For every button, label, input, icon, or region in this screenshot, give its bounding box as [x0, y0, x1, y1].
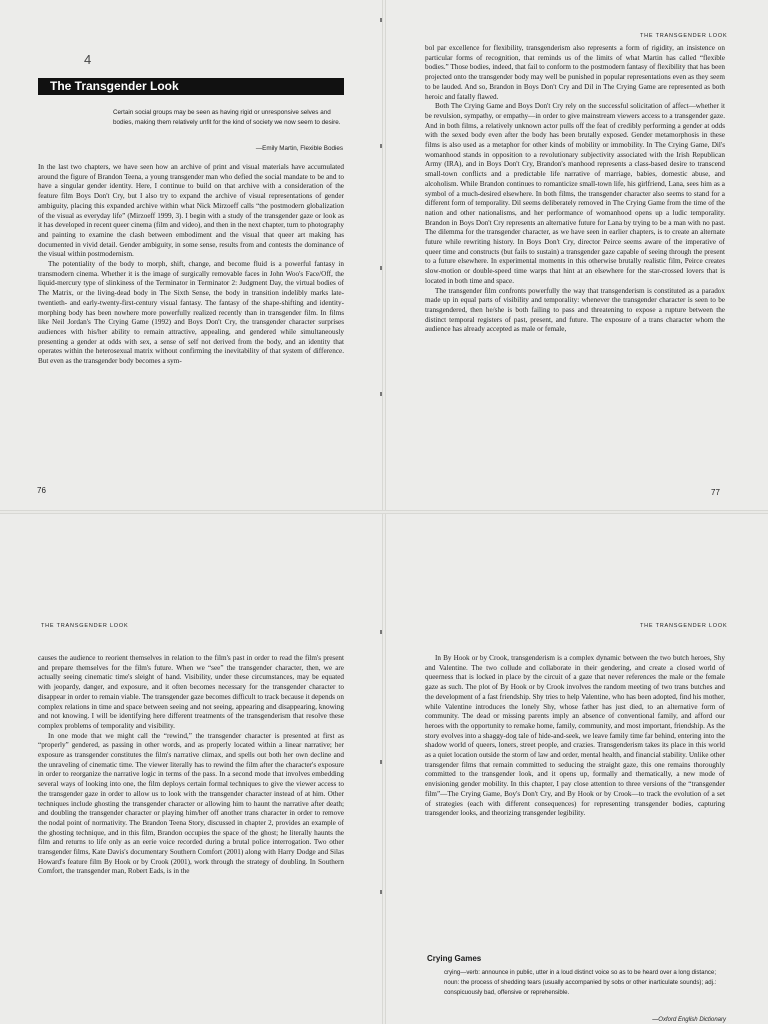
- running-head: THE TRANSGENDER LOOK: [640, 623, 728, 629]
- running-head: THE TRANSGENDER LOOK: [41, 623, 129, 629]
- page-number: 76: [37, 486, 46, 495]
- paragraph: The potentiality of the body to morph, shift, change, and become fluid is a powerful fantasy in transmodern cinema. Whether it is the image of surgically removable faces in John Woo's Face/Off, the liquid-mercury type of slinkiness of the Terminator in Terminator 2: Judgment Day, the virtual bodies of The Matrix, or the living-dead body in The Sixth Sense, the body in transition indelibly marks late-twentieth- and early-twenty-first-century visual fantasy. The fantasy of the shape-shifting and identity-morphing body has been nowhere more powerfully realized recently than in transgender film. In films like Neil Jordan's The Crying Game (1992) and Boys Don't Cry, the transgender character surprises audiences with his/her ability to remain attractive, appealing, and gendered while simultaneously presenting a gender at odds with sex, a sense of self not derived from the body, and an identity that operates within the heterosexual matrix without confirming the inevitability of that system of difference. But even as the transgender body becomes a sym-: [38, 260, 344, 366]
- gutter-mark: [380, 144, 382, 148]
- page-number: 77: [711, 488, 720, 497]
- gutter-mark: [380, 890, 382, 894]
- section-heading: Crying Games: [427, 954, 482, 963]
- page-78-body: [38, 654, 344, 877]
- gutter-mark: [380, 266, 382, 270]
- gutter-mark: [380, 630, 382, 634]
- paragraph: Both The Crying Game and Boys Don't Cry rely on the successful solicitation of affect—whether it be revulsion, sympathy, or empathy—in order to give mainstream viewers access to a transgender gaze. And in both films, a relatively unknown actor pulls off the feat of credibly performing a gender at odds with the sexed body even after the body has been brutally exposed. Gender metamorphosis in these films is also used as a metaphor for other kinds of mobility or immobility. In The Crying Game, Dil's womanhood stands in opposition to a revolutionary subjectivity associated with the Irish Republican Army (IRA), and in Boys Don't Cry, Brandon's manhood represents a class-based desire to transcend small-town conflicts and a predictable life narrative of marriage, babies, domestic abuse, and alcoholism. While Brandon continues to romanticize small-town life, his girlfriend, Lana, sees him as a symbol of a much-desired elsewhere. In both films, the transgender character also seems to stand for a different form of temporality. Dil seems deliberately removed in The Crying Game from the time of the nation and other nationalisms, and her performance of womanhood opens up a ludic temporality. Brandon in Boys Don't Cry represents an alternative future for Lana by trying to be a man with no past. The dilemma for the transgender character, as we have seen in earlier chapters, is to create an alternate future while rewriting history. In Boys Don't Cry, director Peirce seems aware of the imperative of queer time and constructs (but fails to sustain) a transgender gaze capable of seeing through the present to a future elsewhere. In experimental moments in this otherwise brutally realistic film, Peirce creates slow-motion or double-speed time warps that hint at an elsewhere for the star-crossed lovers that is located in both time and space.: [425, 102, 725, 285]
- page-79-body: [425, 654, 725, 819]
- paragraph: In one mode that we might call the “rewind,” the transgender character is presented at first as “properly” gendered, as passing in other words, and as properly located within a linear narrative; her exposure as transgender constitutes the film's narrative climax, and spells out both her own decline and the unraveling of cinematic time. The viewer literally has to rewind the film after the character's exposure in order to reorganize the narrative logic in terms of the pass. In a second mode that involves embedding several ways of looking into one, the film deploys certain formal techniques to give the viewer access to the transgender gaze in order to allow us to look with the transgender character instead of at him. Other techniques include ghosting the transgender character or allowing him to haunt the narrative after death; and doubling the transgender character or playing him/her off another trans character in order to remove the nodal point of normativity. The Brandon Teena Story, discussed in chapter 2, provides an example of the ghosting technique, and in this film, Brandon occupies the space of the ghost; he literally haunts the film and returns to life only as an eerie voice recorded during a brutal police interrogation. Two other transgender films, Kate Davis's documentary Southern Comfort (2001) along with Harry Dodge and Silas Howard's feature film By Hook or by Crook (2001), work through the strategy of doubling. In Southern Comfort, the transgender man, Robert Eads, is in the: [38, 731, 344, 876]
- paragraph: bol par excellence for flexibility, transgenderism also represents a form of rigidity, an insistence on particular forms of recognition, that reminds us of the limits of what Martin has called “flexible bodies.” Those bodies, indeed, that fail to conform to the postmodern fantasy of flexibility that has been projected onto the transgender body may well be punished in popular representations even as they seem to be lauded. And so, Brandon in Boys Don't Cry and Dil in The Crying Game are represented as both heroic and fatally flawed.: [425, 44, 725, 101]
- epigraph-attribution: —Emily Martin, Flexible Bodies: [255, 145, 343, 152]
- page-77-body: [425, 44, 725, 335]
- chapter-number: 4: [84, 52, 92, 67]
- dictionary-epigraph: crying—verb: announce in public, utter in a loud distinct voice so as to be heard over a long distance; noun: the process of shedding tears (usually accompanied by sobs or other inarticulate sounds); adj.: conspicuously bad, offensive or reprehensible.: [444, 969, 717, 996]
- paragraph: The transgender film confronts powerfully the way that transgenderism is constituted as a paradox made up in equal parts of visibility and temporality: whenever the transgender character is seen to be transgendered, then he/she is both failing to pass and threatening to expose a rupture between the distinct temporal registers of past, present, and future. The exposure of a trans character whom the audience has already accepted as male or female,: [425, 286, 725, 334]
- paragraph: causes the audience to reorient themselves in relation to the film's past in order to read the film's present and prepare themselves for the film's future. When we “see” the transgender character, then, we are actually seeing cinematic time's sleight of hand. Visibility, under these circumstances, may be equated with jeopardy, danger, and exposure, and it often becomes necessary for the transgender character to disappear in order to remain viable. The transgender gaze becomes difficult to track because it depends on complex relations in time and space between seeing and not seeing, appearing and disappearing, knowing and not knowing. I will be identifying here different treatments of the transgenderism that resolve these complex problems of temporality and visibility.: [38, 654, 344, 730]
- page-76-body: [38, 163, 344, 367]
- dictionary-source: —Oxford English Dictionary: [652, 1017, 726, 1023]
- gutter-mark: [380, 392, 382, 396]
- paragraph: In By Hook or by Crook, transgenderism is a complex dynamic between the two butch heroes, Shy and Valentine. The two collude and collaborate in their gendering, and create a closed world of queerness that is locked in place by the circuit of a gaze that never references the male or the female gaze as such. The plot of By Hook or by Crook involves the random meeting of two trans butches and the development of a fast friendship. Shy tries to help Valentine, who has been adopted, find his mother, while Valentine introduces the lonely Shy, whose father has just died, to an alternative form of community. The dead or missing parents imply an absence of conventional family, and afford our heroes with the opportunity to remake home, family, community, and most important, friendship. As the story evolves into a shaggy-dog tale of hide-and-seek, we leave family time far behind, entering into the shadow world of queers, loners, street people, and crazies. Transgenderism takes its place in this world as a quiet location outside the storm of law and order, mental health, and financial stability. Unlike other transgender films that remain committed to seducing the straight gaze, this one remains thoroughly committed to the transgender look, and it opens up, formally and thematically, a new mode of envisioning gender mobility. In this chapter, I pay close attention to three versions of the “transgender film”—The Crying Game, Boy's Don't Cry, and By Hook or by Crook—to track the evolution of a set of strategies (each with different consequences) for representing transgender bodies, capturing transgender looks, and theorizing transgender legibility.: [425, 654, 725, 818]
- paragraph: In the last two chapters, we have seen how an archive of print and visual materials have accumulated around the figure of Brandon Teena, a young transgender man who defied the social mandate to be and to have a singular gender identity. Here, I continue to build on that archive with a consideration of the feature film Boys Don't Cry, but I also try to expand the archive of visual representations of gender ambiguity, placing this expanded archive within what Nick Mirzoeff calls “the postmodern globalization of the visual as everyday life” (Mirzoeff 1999, 3). I begin with a study of the transgender gaze or look as it has developed in recent queer cinema (film and video), and then in the next chapter, turn to photography and painting to examine the clash between embodiment and the visual that queer art making has documented in vivid detail. Gender ambiguity, in some sense, results from and contests the dominance of the visual within postmodernism.: [38, 163, 344, 259]
- chapter-title: The Transgender Look: [50, 79, 179, 93]
- gutter-mark: [380, 760, 382, 764]
- epigraph: Certain social groups may be seen as having rigid or unresponsive selves and bodies, making them relatively unfit for the kind of society we now seem to desire.: [113, 109, 341, 126]
- gutter-mark: [380, 18, 382, 22]
- running-head: THE TRANSGENDER LOOK: [640, 33, 728, 39]
- spread-divider: [0, 510, 768, 514]
